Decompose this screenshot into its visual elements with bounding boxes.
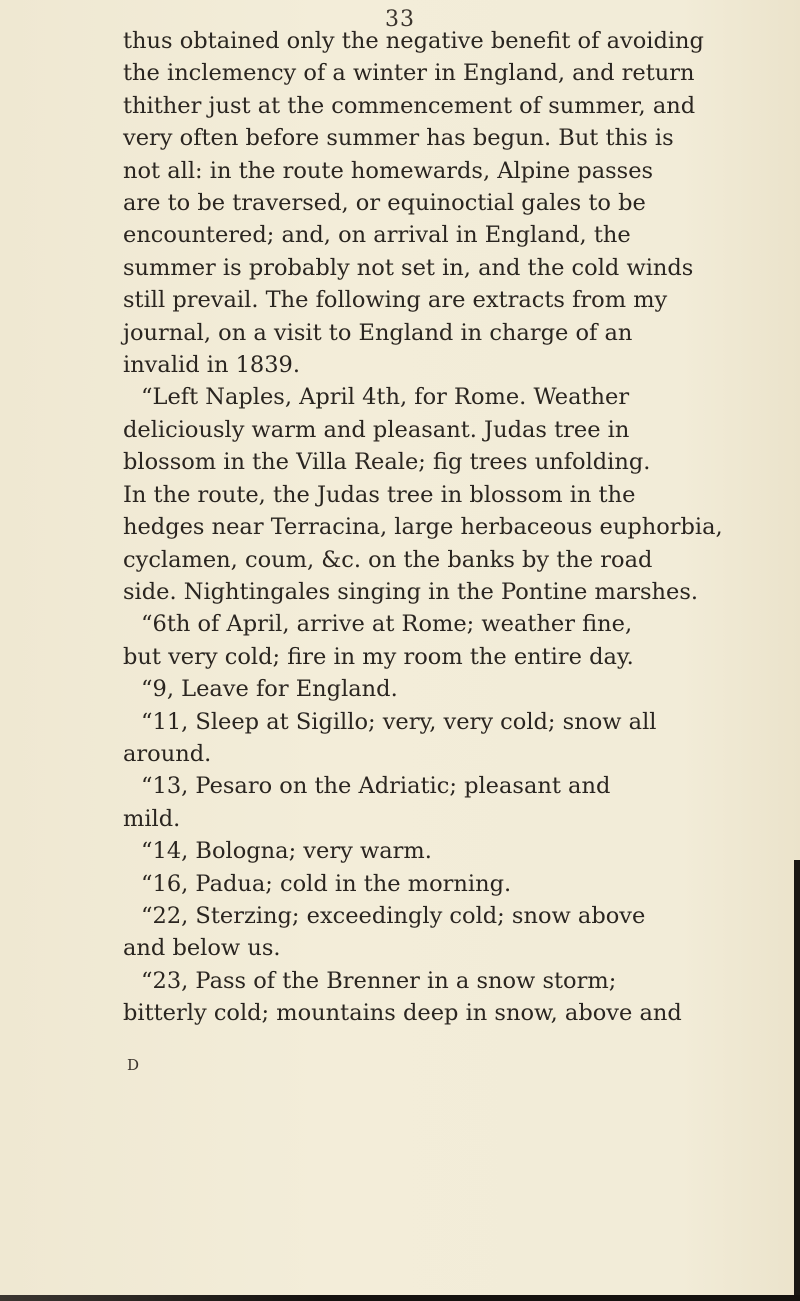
text-line: encountered; and, on arrival in England, the: [123, 222, 631, 249]
text-line: invalid in 1839.: [123, 352, 301, 379]
body-text: [123, 25, 723, 1030]
text-line: “14, Bologna; very warm.: [141, 838, 432, 865]
text-line: “11, Sleep at Sigillo; very, very cold; snow all: [141, 708, 657, 735]
text-line: are to be traversed, or equinoctial gales to be: [123, 190, 646, 217]
book-edge-right: [794, 860, 800, 1301]
text-line: “23, Pass of the Brenner in a snow storm;: [141, 967, 617, 994]
page-number: 33: [385, 7, 415, 32]
text-line: side. Nightingales singing in the Pontine marshes.: [123, 578, 699, 605]
text-line: hedges near Terracina, large herbaceous euphorbia,: [123, 514, 723, 541]
text-line: “13, Pesaro on the Adriatic; pleasant and: [141, 773, 611, 800]
text-line: and below us.: [123, 935, 281, 962]
text-line: “16, Padua; cold in the morning.: [141, 870, 512, 897]
text-line: “22, Sterzing; exceedingly cold; snow above: [141, 902, 646, 929]
text-line: the inclemency of a winter in England, and return: [123, 60, 695, 87]
signature-mark: D: [127, 1056, 140, 1074]
book-edge-bottom: [0, 1295, 800, 1301]
text-line: but very cold; fire in my room the entire day.: [123, 643, 634, 670]
text-line: cyclamen, coum, &c. on the banks by the road: [123, 546, 653, 573]
text-line: In the route, the Judas tree in blossom in the: [123, 481, 636, 508]
text-line: deliciously warm and pleasant. Judas tree in: [123, 416, 630, 443]
text-line: bitterly cold; mountains deep in snow, above and: [123, 1000, 682, 1027]
text-line: summer is probably not set in, and the cold winds: [123, 254, 694, 281]
text-line: blossom in the Villa Reale; fig trees unfolding.: [123, 449, 651, 476]
text-line: around.: [123, 740, 212, 767]
text-line: still prevail. The following are extracts from my: [123, 287, 668, 314]
text-line: mild.: [123, 805, 181, 832]
text-line: not all: in the route homewards, Alpine passes: [123, 157, 654, 184]
text-line: very often before summer has begun. But this is: [123, 125, 674, 152]
text-line: “6th of April, arrive at Rome; weather fine,: [141, 611, 633, 638]
text-line: thus obtained only the negative benefit of avoiding: [123, 28, 704, 54]
text-line: “Left Naples, April 4th, for Rome. Weather: [141, 384, 630, 411]
text-line: journal, on a visit to England in charge of an: [123, 319, 633, 346]
text-line: “9, Leave for England.: [141, 676, 398, 703]
text-line: thither just at the commencement of summer, and: [123, 92, 696, 119]
